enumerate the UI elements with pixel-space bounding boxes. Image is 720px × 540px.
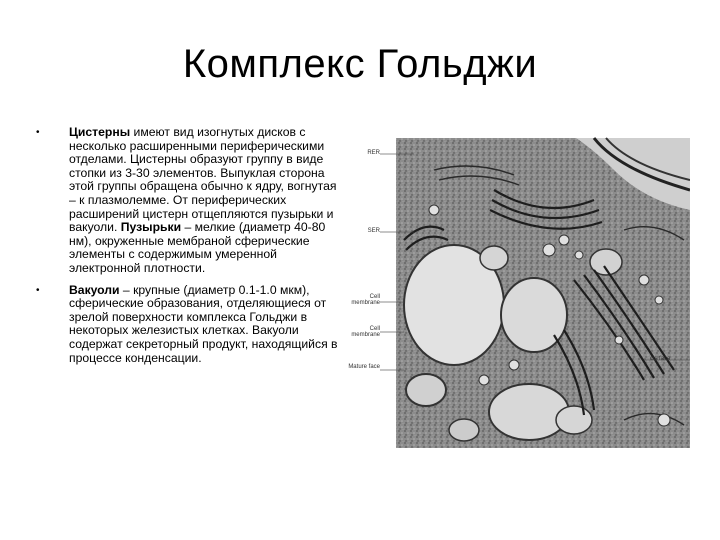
bullet-icon: • [36, 127, 40, 138]
rer-label: RER [367, 150, 380, 156]
page-title: Комплекс Гольджи [182, 42, 538, 86]
list-item [36, 284, 346, 366]
bullet-list [36, 126, 346, 373]
cell-membrane-label: Cell membrane [351, 294, 380, 306]
mature-face-label: Mature face [348, 364, 380, 370]
list-item [36, 126, 346, 276]
golgi-micrograph [344, 130, 690, 452]
cell-membrane-label: Cell membrane [351, 326, 380, 338]
cis-face-label: cis face [650, 356, 671, 362]
ser-label: SER [367, 228, 380, 234]
bullet-text: Вакуоли – крупные (диаметр 0.1-1.0 мкм), сферические образования, отделяющиеся от зрелой поверхности комплекса Гольджи в некоторых железистых клетках. Вакуоли содержат секреторный продукт, находящийся в процессе конденсации. [69, 282, 338, 365]
bullet-icon: • [36, 284, 40, 296]
bullet-text: Цистерны имеют вид изогнутых дисков с несколько расширенными периферическими отделами. Цистерны образуют группу в виде стопки из 3-30 элементов. Выпуклая сторона этой группы обращена обычно к ядру, вогнутая – к плазмолемме. От периферических расширений цистерн отщепляются пузырьки и вакуоли. Пузырьки – мелкие (диаметр 40-80 нм), окруженные мембраной сферические элементы с содержимым умеренной электронной плотности. [69, 125, 337, 275]
micrograph-image [344, 130, 690, 452]
